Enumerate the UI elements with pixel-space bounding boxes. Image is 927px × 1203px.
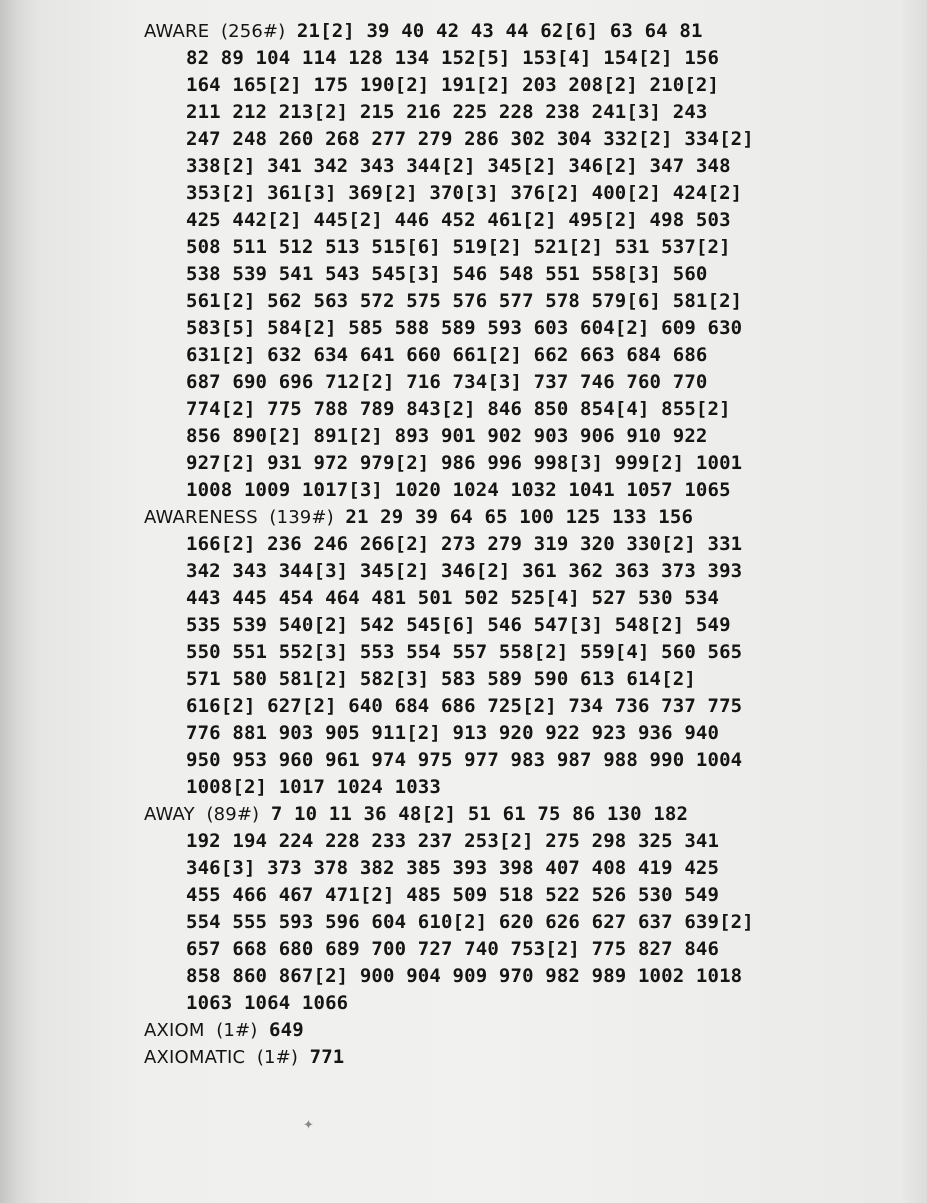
entry-first-line: [144, 1044, 904, 1071]
entry-count: (89#): [206, 804, 260, 825]
entry-count: (256#): [220, 21, 286, 42]
entry-first-references: 21[2] 39 40 42 43 44 62[6] 63 64 81: [296, 20, 703, 42]
reference-line: 631[2] 632 634 641 660 661[2] 662 663 684 686: [186, 344, 708, 366]
reference-line: 338[2] 341 342 343 344[2] 345[2] 346[2] 347 348: [186, 155, 731, 177]
reference-line: 166[2] 236 246 266[2] 273 279 319 320 330[2] 331: [186, 533, 743, 555]
reference-line: 247 248 260 268 277 279 286 302 304 332[2] 334[2]: [186, 128, 754, 150]
reference-line: 353[2] 361[3] 369[2] 370[3] 376[2] 400[2] 424[2]: [186, 182, 743, 204]
reference-line: 858 860 867[2] 900 904 909 970 982 989 1002 1018: [186, 965, 743, 987]
entry-first-references: 7 10 11 36 48[2] 51 61 75 86 130 182: [270, 803, 689, 825]
entry-first-line: [144, 18, 904, 45]
index-entry-axiomatic: [144, 1044, 904, 1071]
index-entry-awareness: [144, 504, 904, 801]
ink-smudge-mark: ✦: [303, 1118, 314, 1133]
index-entry-aware: [144, 18, 904, 504]
reference-line: 561[2] 562 563 572 575 576 577 578 579[6] 581[2]: [186, 290, 743, 312]
entry-count: (139#): [269, 507, 334, 528]
reference-line: 550 551 552[3] 553 554 557 558[2] 559[4] 560 565: [186, 641, 743, 663]
reference-line: 508 511 512 513 515[6] 519[2] 521[2] 531 537[2]: [186, 236, 731, 258]
reference-line: 425 442[2] 445[2] 446 452 461[2] 495[2] 498 503: [186, 209, 731, 231]
reference-line: 535 539 540[2] 542 545[6] 546 547[3] 548[2] 549: [186, 614, 731, 636]
reference-line: 342 343 344[3] 345[2] 346[2] 361 362 363 373 393: [186, 560, 743, 582]
reference-line: 776 881 903 905 911[2] 913 920 922 923 936 940: [186, 722, 720, 744]
reference-line: 856 890[2] 891[2] 893 901 902 903 906 910 922: [186, 425, 708, 447]
reference-line: 616[2] 627[2] 640 684 686 725[2] 734 736 737 775: [186, 695, 743, 717]
entry-headword: AWARENESS: [144, 507, 258, 528]
reference-line: 538 539 541 543 545[3] 546 548 551 558[3] 560: [186, 263, 708, 285]
entry-headword: AWARE: [144, 21, 210, 42]
reference-line: 1008[2] 1017 1024 1033: [186, 776, 441, 798]
reference-line: 571 580 581[2] 582[3] 583 589 590 613 614[2]: [186, 668, 696, 690]
entry-headword: AXIOM: [144, 1020, 205, 1041]
reference-line: 950 953 960 961 974 975 977 983 987 988 990 1004: [186, 749, 743, 771]
reference-line: 554 555 593 596 604 610[2] 620 626 627 637 639[2]: [186, 911, 754, 933]
entry-first-line: [144, 801, 904, 828]
entry-first-references: 649: [269, 1019, 304, 1041]
entry-count: (1#): [216, 1020, 258, 1041]
entry-first-line: [144, 1017, 904, 1044]
reference-line: 211 212 213[2] 215 216 225 228 238 241[3] 243: [186, 101, 708, 123]
reference-line: 164 165[2] 175 190[2] 191[2] 203 208[2] 210[2]: [186, 74, 720, 96]
reference-line: 657 668 680 689 700 727 740 753[2] 775 827 846: [186, 938, 720, 960]
index-entry-axiom: [144, 1017, 904, 1044]
reference-line: 1008 1009 1017[3] 1020 1024 1032 1041 1057 1065: [186, 479, 731, 501]
reference-line: 192 194 224 228 233 237 253[2] 275 298 325 341: [186, 830, 720, 852]
index-entry-away: [144, 801, 904, 1017]
reference-line: 927[2] 931 972 979[2] 986 996 998[3] 999[2] 1001: [186, 452, 743, 474]
reference-line: 774[2] 775 788 789 843[2] 846 850 854[4] 855[2]: [186, 398, 731, 420]
entry-first-references: 771: [309, 1046, 345, 1068]
entry-headword: AXIOMATIC: [144, 1047, 246, 1068]
entry-count: (1#): [256, 1047, 299, 1068]
reference-line: 443 445 454 464 481 501 502 525[4] 527 530 534: [186, 587, 720, 609]
page-shadow-edge: [0, 0, 18, 1203]
reference-line: 583[5] 584[2] 585 588 589 593 603 604[2] 609 630: [186, 317, 743, 339]
reference-line: 687 690 696 712[2] 716 734[3] 737 746 760 770: [186, 371, 708, 393]
reference-line: 346[3] 373 378 382 385 393 398 407 408 419 425: [186, 857, 720, 879]
concordance-index: [144, 18, 904, 1071]
entry-first-references: 21 29 39 64 65 100 125 133 156: [345, 506, 694, 528]
entry-first-line: [144, 504, 904, 531]
reference-line: 455 466 467 471[2] 485 509 518 522 526 530 549: [186, 884, 720, 906]
reference-line: 82 89 104 114 128 134 152[5] 153[4] 154[2] 156: [186, 47, 720, 69]
entry-headword: AWAY: [144, 804, 195, 825]
reference-line: 1063 1064 1066: [186, 992, 349, 1014]
